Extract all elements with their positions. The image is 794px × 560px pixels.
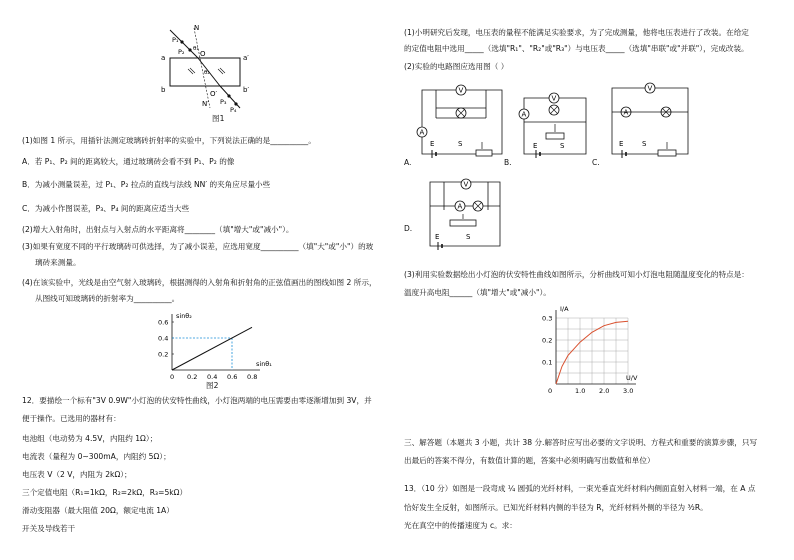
svg-text:A: A <box>623 108 629 117</box>
label-N: N <box>194 24 200 32</box>
question-3-line-1: (3)如果有宽度不同的平行玻璃砖可供选择，为了减小误差，应选用宽度__________（填"大"或"小"）的玻 <box>22 242 374 251</box>
equipment-5: 滑动变阻器（最大阻值 20Ω，额定电流 1A） <box>22 506 174 515</box>
label-aprime: a′ <box>243 54 249 62</box>
label-Oprime: O′ <box>210 90 218 98</box>
label-option-b: B. <box>504 158 512 167</box>
y-tick-label: 0.1 <box>542 358 553 367</box>
option-a: A．若 P₁、P₂ 间的距离较大，通过玻璃砖会看不到 P₁、P₂ 的像 <box>22 157 235 166</box>
right-q1-line-2: 的定值电阻中选用_____（选填"R₁"、"R₂"或"R₃"）与电压表_____（选填"串联"或"并联"），完成改装。 <box>404 44 749 53</box>
x-axis-label: sinθ₁ <box>256 360 272 368</box>
circuit-b <box>516 92 592 166</box>
question-1: (1)如图 1 所示，用插针法测定玻璃砖折射率的实验中，下列说法正确的是__________。 <box>22 136 316 145</box>
x-tick-label: 0.4 <box>207 373 218 380</box>
svg-text:V: V <box>463 180 469 189</box>
question-12-line-2: 便于操作。已选用的器材有： <box>22 414 121 423</box>
right-q2: (2)实验的电路图应选用图（ ） <box>404 62 509 71</box>
question-4-line-1: (4)在该实验中，光线是由空气射入玻璃砖，根据测得的入射角和折射角的正弦值画出的图线如图 2 所示， <box>22 278 377 287</box>
svg-text:V: V <box>647 84 653 93</box>
y-axis-label: sinθ₂ <box>176 312 192 320</box>
label-a: a <box>161 54 166 62</box>
label-option-a: A. <box>404 158 412 167</box>
label-P1: P₁ <box>172 36 179 44</box>
x-tick-label: 0 <box>548 387 553 395</box>
y-tick-label: 0.6 <box>158 318 169 327</box>
question-3-line-2: 璃砖来测量。 <box>35 258 81 267</box>
label-option-d: D. <box>404 224 413 233</box>
x-tick-label: 0.8 <box>247 373 258 380</box>
option-c: C．为减小作图误差，P₃、P₄ 间的距离应适当大些 <box>22 204 190 213</box>
svg-text:S: S <box>642 140 647 148</box>
section-3-line-1: 三、解答题（本题共 3 小题，共计 38 分.解答时应写出必要的文字说明、方程式和重要的演算步骤，只写 <box>404 438 758 447</box>
label-b: b <box>161 86 166 94</box>
right-q1-line-1: (1)小明研究后发现，电压表的量程不能满足实验要求，为了完成测量，他将电压表进行了改装。在给定 <box>404 28 749 37</box>
svg-text:A: A <box>521 110 527 119</box>
question-4-line-2: 从图线可知玻璃砖的折射率为__________。 <box>35 294 180 303</box>
equipment-3: 电压表 V（2 V，内阻为 2kΩ）； <box>22 470 132 479</box>
svg-text:E: E <box>435 233 440 241</box>
svg-text:A: A <box>419 128 425 137</box>
section-3-line-2: 出最后的答案不得分，有数值计算的题，答案中必须明确写出数值和单位） <box>404 456 655 465</box>
svg-text:E: E <box>430 140 435 148</box>
question-2: (2)增大入射角时，出射点与入射点的水平距离将________（填"增大"或"减小"）。 <box>22 225 294 234</box>
equipment-4: 三个定值电阻（R₁=1kΩ，R₂=2kΩ，R₃=5kΩ） <box>22 488 188 497</box>
label-P3: P₃ <box>220 98 227 106</box>
label-bprime: b′ <box>243 86 250 94</box>
x-tick-label: 0 <box>170 373 175 380</box>
svg-text:V: V <box>551 94 557 103</box>
equipment-6: 开关及导线若干 <box>22 524 76 533</box>
label-P2: P₂ <box>178 48 185 56</box>
figure-2-caption: 图2 <box>206 381 219 390</box>
circuit-d <box>420 176 508 258</box>
y-axis-label: I/A <box>560 305 569 313</box>
label-P4: P₄ <box>230 106 237 112</box>
figure-2-sine-chart <box>146 310 282 380</box>
label-Nprime: N′ <box>202 100 209 108</box>
x-tick-label: 2.0 <box>599 387 610 395</box>
question-13-line-2: 恰好发生全反射，如图所示。已知光纤材料内侧的半径为 R，光纤材料外侧的半径为 ³⁄₂R。 <box>404 503 708 512</box>
y-tick-label: 0.2 <box>542 336 553 345</box>
iv-curve-chart <box>532 304 642 398</box>
right-q3-line-2: 温度升高电阻______（填"增大"或"减小"）。 <box>404 288 551 297</box>
data-line <box>172 327 252 370</box>
svg-text:A: A <box>457 202 463 211</box>
figure-1-glass-slab <box>158 24 258 112</box>
label-O: O <box>200 50 206 58</box>
figure-1-caption: 图1 <box>212 114 225 123</box>
svg-text:S: S <box>560 142 565 150</box>
label-option-c: C. <box>592 158 600 167</box>
x-tick-label: 3.0 <box>623 387 634 395</box>
label-theta1: θ₁ <box>193 46 199 52</box>
normal-line <box>194 28 210 108</box>
equipment-2: 电流表（量程为 0~300mA，内阻约 5Ω）； <box>22 452 171 461</box>
question-13-line-1: 13．（10 分）如图是一段弯成 ¼ 圆弧的光纤材料，一束光垂直光纤材料内侧面直射入材料一端，在 A 点 <box>404 484 756 493</box>
svg-text:E: E <box>533 142 538 150</box>
svg-text:E: E <box>619 140 624 148</box>
circuit-a <box>416 84 508 166</box>
svg-text:S: S <box>458 140 463 148</box>
question-12-line-1: 12．要描绘一个标有"3V 0.9W"小灯泡的伏安特性曲线，小灯泡两端的电压需要由零逐渐增加到 3V，并 <box>22 396 372 405</box>
y-tick-label: 0.3 <box>542 314 553 323</box>
question-13-line-3: 光在真空中的传播速度为 c。求： <box>404 521 517 530</box>
label-theta2: θ₂ <box>204 70 210 76</box>
svg-text:V: V <box>458 86 464 95</box>
right-q3-line-1: (3)利用实验数据绘出小灯泡的伏安特性曲线如图所示，分析曲线可知小灯泡电阻随温度变化的特点是： <box>404 270 749 279</box>
circuit-c <box>604 78 696 164</box>
x-tick-label: 0.2 <box>187 373 198 380</box>
x-tick-label: 1.0 <box>575 387 586 395</box>
svg-text:S: S <box>466 233 471 241</box>
x-tick-label: 0.6 <box>227 373 238 380</box>
y-tick-label: 0.4 <box>158 334 169 343</box>
equipment-1: 电池组（电动势为 4.5V，内阻约 1Ω）； <box>22 434 158 443</box>
option-b: B．为减小测量误差，过 P₁、P₂ 拉点的直线与法线 NN′ 的夹角应尽量小些 <box>22 180 271 189</box>
x-axis-label: U/V <box>626 374 638 382</box>
y-tick-label: 0.2 <box>158 350 169 359</box>
